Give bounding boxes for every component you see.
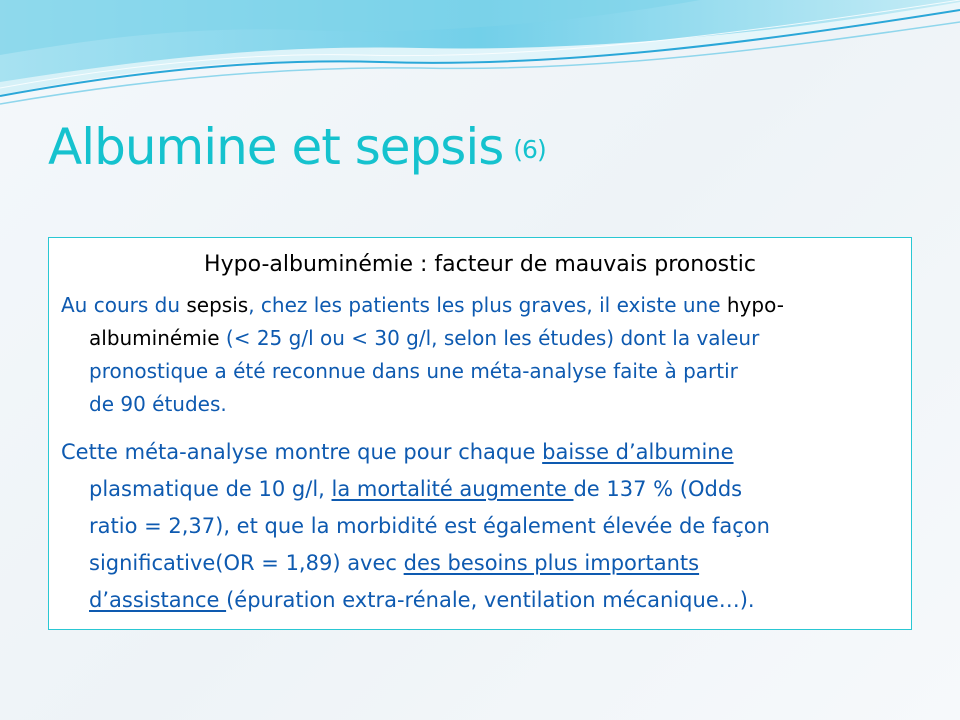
p2-text-2: plasmatique de 10 g/l, — [89, 477, 332, 501]
p2-underlined-mortality: la mortalité augmente — [331, 477, 574, 501]
p2-text-5: (épuration extra-rénale, ventilation mécanique…). — [226, 588, 755, 612]
p2-text-1: Cette méta-analyse montre que pour chaque — [61, 440, 543, 464]
paragraph-1-line-1 — [61, 293, 784, 317]
p2-underlined-albumin-drop: baisse d’albumine — [542, 440, 734, 464]
content-box — [48, 237, 912, 630]
p1-term-hypo: hypo- — [726, 293, 784, 317]
paragraph-2-line-1 — [61, 440, 734, 464]
slide-title-text: Albumine et sepsis — [48, 118, 504, 176]
p1-text-2: , chez les patients les plus graves, il existe une — [248, 293, 727, 317]
box-heading: Hypo-albuminémie : facteur de mauvais pronostic — [204, 252, 756, 277]
p1-text-3: (< 25 g/l ou < 30 g/l, selon les études) dont la valeur — [219, 326, 760, 350]
p2-underlined-needs: des besoins plus importants — [403, 551, 700, 575]
p1-text-1: Au cours du — [61, 293, 187, 317]
paragraph-2-line-5 — [89, 588, 755, 612]
paragraph-2-line-2 — [89, 477, 742, 501]
p2-underlined-assistance: d’assistance — [89, 588, 227, 612]
p1-term-albuminemie: albuminémie — [89, 326, 220, 350]
paragraph-1-line-4: de 90 études. — [89, 392, 227, 416]
paragraph-1-line-2 — [89, 326, 759, 350]
paragraph-1-line-3: pronostique a été reconnue dans une méta-analyse faite à partir — [89, 359, 738, 383]
p2-text-4: significative(OR = 1,89) avec — [89, 551, 404, 575]
p1-term-sepsis: sepsis — [186, 293, 249, 317]
p2-text-3: de 137 % (Odds — [573, 477, 743, 501]
slide-title-number: (6) — [513, 135, 546, 164]
paragraph-2-line-4 — [89, 551, 699, 575]
header-wave-decoration — [0, 0, 960, 120]
slide-title — [48, 118, 546, 176]
paragraph-2-line-3: ratio = 2,37), et que la morbidité est également élevée de façon — [89, 514, 770, 538]
